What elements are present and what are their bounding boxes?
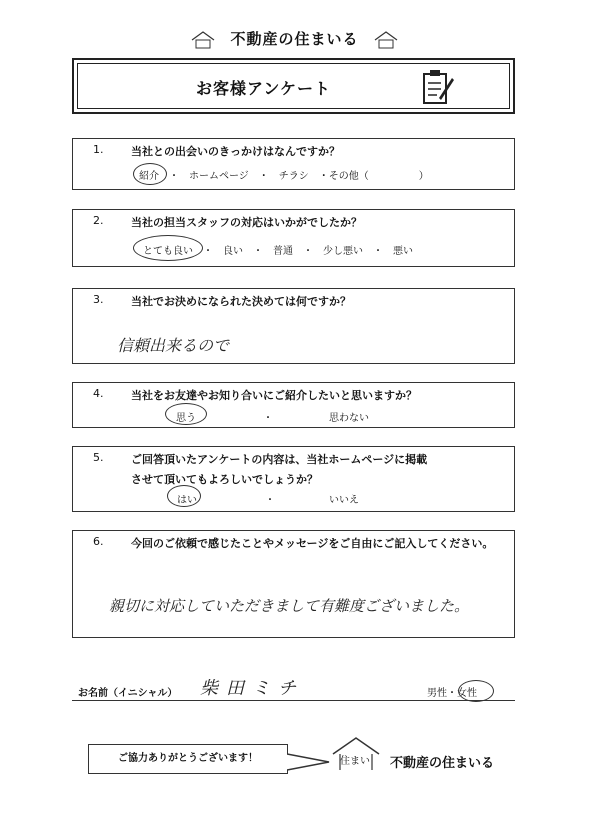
question-number: 2.	[93, 214, 104, 227]
footer-logo	[330, 734, 382, 774]
option-yes: はい	[177, 495, 197, 506]
question-5	[72, 446, 515, 512]
question-text: 当社との出会いのきっかけはなんですか？	[131, 145, 340, 158]
question-options: とても良い ・ 良い ・ 普通 ・ 少し悪い ・ 悪い	[143, 246, 413, 257]
speech-pointer	[287, 750, 331, 774]
option-separator: ・	[265, 495, 275, 506]
option-separator: ・	[263, 413, 273, 424]
selected-circle	[133, 235, 203, 261]
question-1	[72, 138, 515, 190]
question-text: ご回答頂いたアンケートの内容は、当社ホームページに掲載	[131, 453, 428, 466]
name-value: 柴田ミチ	[200, 678, 304, 699]
question-2	[72, 209, 515, 267]
thanks-box: ご協力ありがとうございます！	[88, 744, 288, 774]
gender-label: 男性・女性	[427, 688, 477, 699]
footer-brand: 不動産の住まいる	[390, 756, 495, 771]
option-yes: 思う	[176, 413, 196, 424]
footer-logo-text: 住まい	[340, 756, 370, 767]
clipboard-icon	[421, 68, 455, 106]
question-text-line2: させて頂いてもよろしいでしょうか？	[131, 473, 318, 486]
question-number: 6.	[93, 535, 104, 548]
question-text: 今回のご依頼で感じたことやメッセージをご自由にご記入してください。	[131, 537, 494, 550]
title-box	[72, 58, 515, 114]
selected-circle	[167, 485, 201, 507]
question-number: 4.	[93, 387, 104, 400]
handwritten-answer: 親切に対応していただきまして有難度ございました。	[109, 597, 470, 615]
option-no: いいえ	[329, 495, 359, 506]
house-logo-icon	[190, 30, 216, 50]
question-6	[72, 530, 515, 638]
question-4	[72, 382, 515, 428]
selected-circle	[165, 403, 207, 425]
question-options: 紹介 ・ ホームページ ・ チラシ ・その他（ ）	[139, 171, 429, 182]
name-row	[72, 680, 515, 701]
handwritten-answer: 信頼出来るので	[117, 336, 230, 355]
question-number: 5.	[93, 451, 104, 464]
selected-circle	[458, 680, 494, 702]
question-text: 当社の担当スタッフの対応はいかがでしたか？	[131, 216, 362, 229]
page-title: お客様アンケート	[195, 79, 332, 98]
question-3	[72, 288, 515, 364]
question-text: 当社をお友達やお知り合いにご紹介したいと思いますか？	[131, 389, 417, 402]
question-text: 当社でお決めになられた決めては何ですか？	[131, 295, 351, 308]
question-number: 3.	[93, 293, 104, 306]
header-brand: 不動産の住まいる	[230, 30, 359, 48]
option-no: 思わない	[329, 413, 369, 424]
question-number: 1.	[93, 143, 104, 156]
name-label: お名前（イニシャル）	[78, 688, 178, 699]
house-logo-icon	[373, 30, 399, 50]
selected-circle	[133, 163, 167, 185]
header-brand-row	[0, 28, 589, 50]
